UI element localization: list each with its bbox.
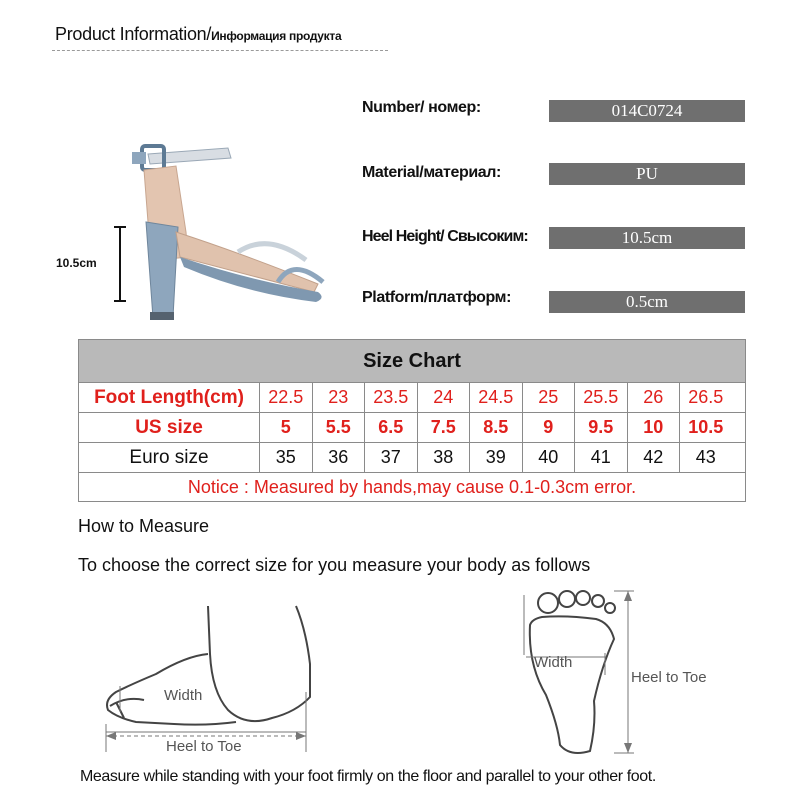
table-row-us-size: [79, 413, 745, 443]
spec-label-heel: Heel Height/ Свысоким:: [362, 228, 528, 245]
table-cell: 43: [679, 443, 732, 472]
title-ru: Информация продукта: [211, 29, 342, 43]
size-chart-notice: Notice : Measured by hands,may cause 0.1-0.3cm error.: [187, 476, 637, 497]
measure-instruction: Measure while standing with your foot firmly on the floor and parallel to your other foot.: [80, 768, 656, 785]
spec-value-heel: 10.5cm: [549, 227, 745, 249]
table-cell: 42: [627, 443, 680, 472]
table-cell: 23: [312, 383, 365, 412]
side-foot-diagram: [96, 592, 316, 762]
size-chart-title: Size Chart: [79, 340, 745, 383]
table-cell: 9.5: [574, 413, 627, 442]
spec-value-material: PU: [549, 163, 745, 185]
size-chart: [78, 339, 746, 502]
table-row-euro-size: [79, 443, 745, 473]
table-cell: 7.5: [417, 413, 470, 442]
table-cell: 41: [574, 443, 627, 472]
sandal-image: [128, 132, 338, 327]
table-cell: 22.5: [259, 383, 312, 412]
title-en: Product Information/: [55, 24, 212, 44]
sole-length-label: Heel to Toe: [631, 669, 707, 686]
table-cell: 6.5: [364, 413, 417, 442]
table-cell: 5.5: [312, 413, 365, 442]
side-length-label: Heel to Toe: [166, 738, 242, 755]
table-cell: 35: [259, 443, 312, 472]
sole-foot-diagram: [510, 585, 755, 760]
table-cell: 26.5: [679, 383, 732, 412]
table-cell: 37: [364, 443, 417, 472]
spec-label-number: Number/ номер:: [362, 99, 481, 116]
spec-label-material: Material/материал:: [362, 164, 501, 181]
table-cell: 26: [627, 383, 680, 412]
table-cell: 38: [417, 443, 470, 472]
table-cell: 9: [522, 413, 575, 442]
table-cell: 24: [417, 383, 470, 412]
row-label: Euro size: [129, 446, 209, 468]
table-cell: 23.5: [364, 383, 417, 412]
table-cell: 10: [627, 413, 680, 442]
table-cell: 5: [259, 413, 312, 442]
row-label: Foot Length(cm): [94, 386, 244, 408]
side-width-label: Width: [164, 687, 203, 704]
header-divider: [52, 50, 388, 51]
section-title: [55, 24, 341, 45]
table-cell: 36: [312, 443, 365, 472]
spec-value-number: 014C0724: [549, 100, 745, 122]
row-label: US size: [135, 416, 203, 438]
heel-height-marker: [110, 226, 130, 302]
sole-width-label: Width: [534, 654, 573, 671]
table-row-foot-length: [79, 383, 745, 413]
table-cell: 40: [522, 443, 575, 472]
table-cell: 39: [469, 443, 522, 472]
table-cell: 10.5: [679, 413, 732, 442]
table-cell: 8.5: [469, 413, 522, 442]
table-cell: 25: [522, 383, 575, 412]
spec-value-platform: 0.5cm: [549, 291, 745, 313]
heel-height-label: 10.5cm: [56, 256, 97, 270]
how-to-measure-description: To choose the correct size for you measure your body as follows: [78, 555, 591, 575]
how-to-measure-title: How to Measure: [78, 516, 210, 536]
table-cell: 24.5: [469, 383, 522, 412]
spec-label-platform: Platform/платформ:: [362, 289, 511, 306]
table-cell: 25.5: [574, 383, 627, 412]
